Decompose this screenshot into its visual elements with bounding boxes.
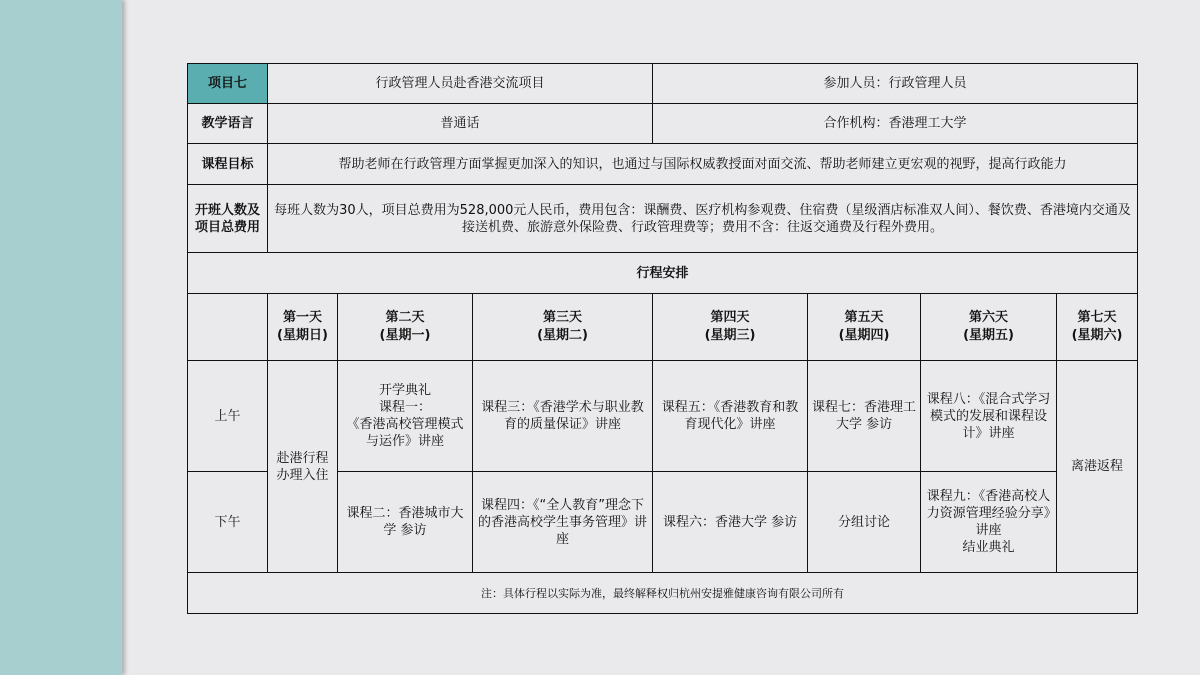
day-name: 第五天	[844, 310, 884, 325]
day-weekday: (星期四)	[838, 328, 890, 343]
day-name: 第二天	[385, 310, 425, 325]
row-goal	[188, 144, 1138, 185]
day4-afternoon: 课程六：香港大学 参访	[653, 472, 808, 573]
period-afternoon: 下午	[188, 472, 268, 573]
day-name: 第三天	[543, 310, 583, 325]
row-days-header	[188, 294, 1138, 361]
day-header	[338, 294, 473, 361]
goal-label: 课程目标	[188, 144, 268, 185]
row-fee	[188, 185, 1138, 253]
day2-afternoon: 课程二：香港城市大学 参访	[338, 472, 473, 573]
day-weekday: (星期五)	[963, 328, 1014, 343]
day-weekday: (星期六)	[1071, 328, 1123, 343]
day-name: 第六天	[969, 310, 1009, 325]
row-morning	[188, 361, 1138, 472]
project-name: 行政管理人员赴香港交流项目	[268, 64, 653, 104]
fee-label: 开班人数及项目总费用	[188, 185, 268, 253]
day-header	[653, 294, 808, 361]
goal-value: 帮助老师在行政管理方面掌握更加深入的知识，也通过与国际权威教授面对面交流、帮助老师建立更宏观的视野，提高行政能力	[268, 144, 1138, 185]
partner-institution: 合作机构：香港理工大学	[653, 104, 1138, 144]
day3-afternoon: 课程四：《“全人教育”理念下的香港高校学生事务管理》讲座	[473, 472, 653, 573]
row-language	[188, 104, 1138, 144]
activity-line: 开学典礼	[378, 383, 431, 398]
day-name: 第四天	[710, 310, 750, 325]
day7-activity: 离港返程	[1057, 361, 1138, 573]
day1-activity: 赴港行程办理入住	[268, 361, 338, 573]
row-project	[188, 64, 1138, 104]
day2-morning	[338, 361, 473, 472]
project-table	[187, 63, 1138, 614]
activity-line: 结业典礼	[962, 540, 1015, 555]
period-morning: 上午	[188, 361, 268, 472]
day-header	[1057, 294, 1138, 361]
day-name: 第一天	[282, 310, 322, 325]
day-header	[921, 294, 1057, 361]
day-weekday: (星期一)	[379, 328, 431, 343]
side-decor-bar	[0, 0, 122, 675]
corner-cell	[188, 294, 268, 361]
schedule-title: 行程安排	[188, 253, 1138, 294]
activity-line: 《香港高校管理模式与运作》讲座	[346, 417, 464, 449]
activity-line: 课程一：	[378, 400, 431, 415]
day6-morning: 课程八：《混合式学习模式的发展和课程设计》讲座	[921, 361, 1057, 472]
day4-morning: 课程五：《香港教育和教育现代化》讲座	[653, 361, 808, 472]
day5-afternoon: 分组讨论	[808, 472, 921, 573]
project-participants: 参加人员：行政管理人员	[653, 64, 1138, 104]
activity-line: 课程九：《香港高校人力资源管理经验分享》讲座	[926, 489, 1051, 538]
day6-afternoon	[921, 472, 1057, 573]
day-header	[473, 294, 653, 361]
language-label: 教学语言	[188, 104, 268, 144]
footnote: 注：具体行程以实际为准，最终解释权归杭州安提雅健康咨询有限公司所有	[188, 573, 1138, 614]
day3-morning: 课程三：《香港学术与职业教育的质量保证》讲座	[473, 361, 653, 472]
day-header	[268, 294, 338, 361]
day-weekday: (星期三)	[704, 328, 756, 343]
day-header	[808, 294, 921, 361]
language-value: 普通话	[268, 104, 653, 144]
row-schedule-title	[188, 253, 1138, 294]
day-name: 第七天	[1077, 310, 1117, 325]
day-weekday: (星期二)	[537, 328, 588, 343]
fee-value: 每班人数为30人，项目总费用为528,000元人民币，费用包含：课酬费、医疗机构参观费、住宿费（星级酒店标准双人间）、餐饮费、香港境内交通及接送机费、旅游意外保险费、行政管理费等；费用不含：往返交通费及行程外费用。	[268, 185, 1138, 253]
project-label: 项目七	[188, 64, 268, 104]
day5-morning: 课程七：香港理工大学 参访	[808, 361, 921, 472]
row-note	[188, 573, 1138, 614]
day-weekday: (星期日)	[277, 328, 328, 343]
